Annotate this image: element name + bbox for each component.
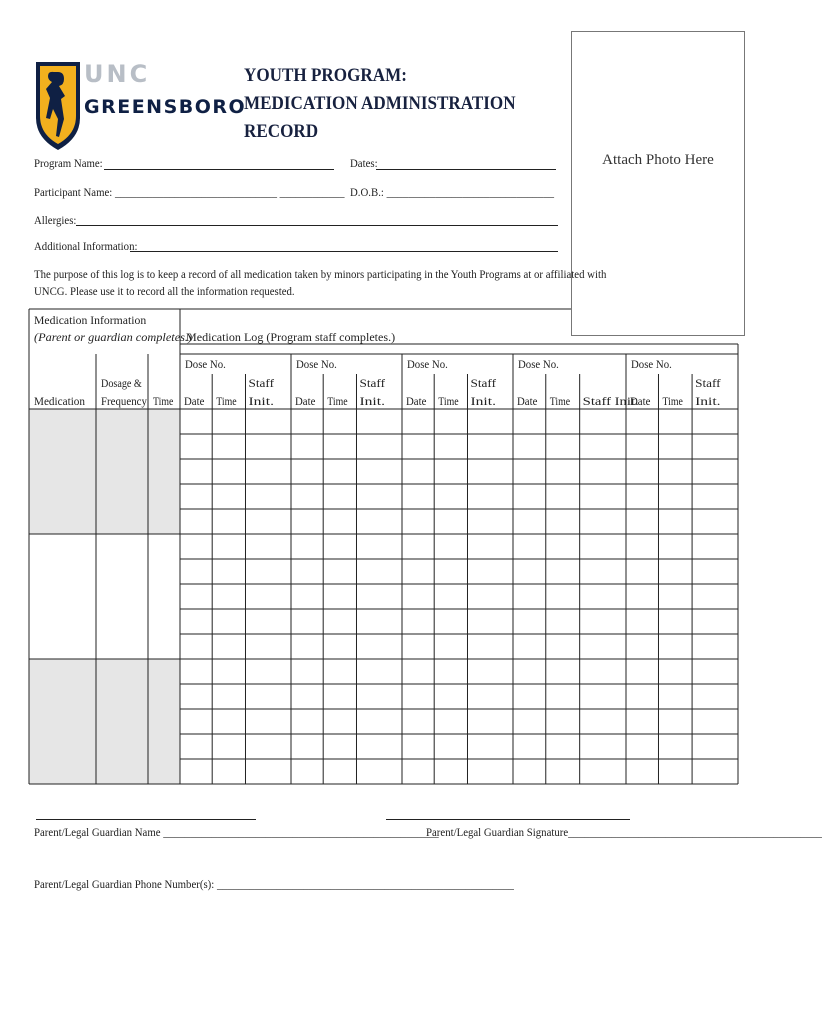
column-date-header: Date bbox=[184, 396, 205, 408]
dob-field[interactable]: D.O.B.: _______________________________ bbox=[350, 185, 555, 199]
dose-number-label: Dose No. bbox=[185, 359, 226, 371]
column-staff-header: Staff bbox=[470, 378, 497, 390]
photo-label: Attach Photo Here bbox=[602, 152, 714, 168]
participant-name-field[interactable]: Participant Name: ______________________________ ____________ bbox=[34, 185, 345, 199]
dose-number-label: Dose No. bbox=[518, 359, 559, 371]
column-init-header: Init. bbox=[695, 396, 721, 408]
logo-greensboro-text: GREENSBORO bbox=[84, 96, 247, 118]
column-medication-header: Medication bbox=[34, 396, 86, 408]
dose-number-label: Dose No. bbox=[296, 359, 337, 371]
column-time-header: Time bbox=[216, 396, 237, 408]
logo-unc-text: UNC bbox=[84, 60, 151, 88]
dose-number-label: Dose No. bbox=[407, 359, 448, 371]
allergies-label: Allergies: bbox=[34, 213, 77, 227]
title-line: YOUTH PROGRAM: bbox=[244, 65, 407, 86]
column-time-header: Time bbox=[438, 396, 459, 408]
column-frequency-header: Frequency bbox=[101, 396, 148, 408]
title-line: MEDICATION ADMINISTRATION bbox=[244, 93, 516, 114]
column-init-header: Init. bbox=[248, 396, 275, 408]
program-name-label: Program Name: bbox=[34, 156, 103, 170]
dose-number-label: Dose No. bbox=[631, 359, 672, 371]
column-date-header: Date bbox=[295, 396, 316, 408]
column-staff-header: Staff bbox=[695, 378, 721, 390]
column-time-header: Time bbox=[327, 396, 348, 408]
column-init-header: Init. bbox=[359, 396, 386, 408]
guardian-name-field[interactable]: Parent/Legal Guardian Name ___________________________________________________ bbox=[34, 825, 439, 839]
column-time-header: Time bbox=[549, 396, 571, 408]
column-dosage-header: Dosage & bbox=[101, 378, 142, 390]
column-date-header: Date bbox=[630, 396, 651, 408]
column-init-header: Init. bbox=[470, 396, 497, 408]
purpose-line: UNCG. Please use it to record all the information requested. bbox=[34, 284, 295, 298]
column-date-header: Date bbox=[517, 396, 538, 408]
column-staff-header: Staff bbox=[359, 378, 386, 390]
purpose-line: The purpose of this log is to keep a record of all medication taken by minors participating in the Youth Programs at or affiliated with bbox=[34, 267, 607, 281]
additional-info-label: Additional Information: bbox=[34, 239, 138, 253]
guardian-name-line[interactable] bbox=[36, 819, 256, 820]
medication-log-title: Medication Log (Program staff completes.) bbox=[186, 332, 396, 344]
guardian-signature-line[interactable] bbox=[386, 819, 630, 820]
dates-label: Dates: bbox=[350, 156, 378, 170]
column-date-header: Date bbox=[406, 396, 427, 408]
column-time-header: Time bbox=[153, 396, 174, 408]
medication-info-title: Medication Information bbox=[34, 315, 147, 327]
column-time-header: Time bbox=[662, 396, 683, 408]
column-staff-init-header: Staff Init. bbox=[582, 396, 639, 408]
medication-info-shaded-cell[interactable] bbox=[29, 659, 180, 784]
guardian-phone-field[interactable]: Parent/Legal Guardian Phone Number(s): _______________________________________________________ bbox=[34, 877, 514, 891]
guardian-signature-field[interactable]: Parent/Legal Guardian Signature_______________________________________________ bbox=[426, 825, 822, 839]
medication-info-shaded-cell[interactable] bbox=[29, 409, 180, 534]
column-staff-header: Staff bbox=[248, 378, 275, 390]
title-line: RECORD bbox=[244, 121, 319, 142]
medication-info-subtitle: (Parent or guardian completes.) bbox=[34, 332, 193, 344]
